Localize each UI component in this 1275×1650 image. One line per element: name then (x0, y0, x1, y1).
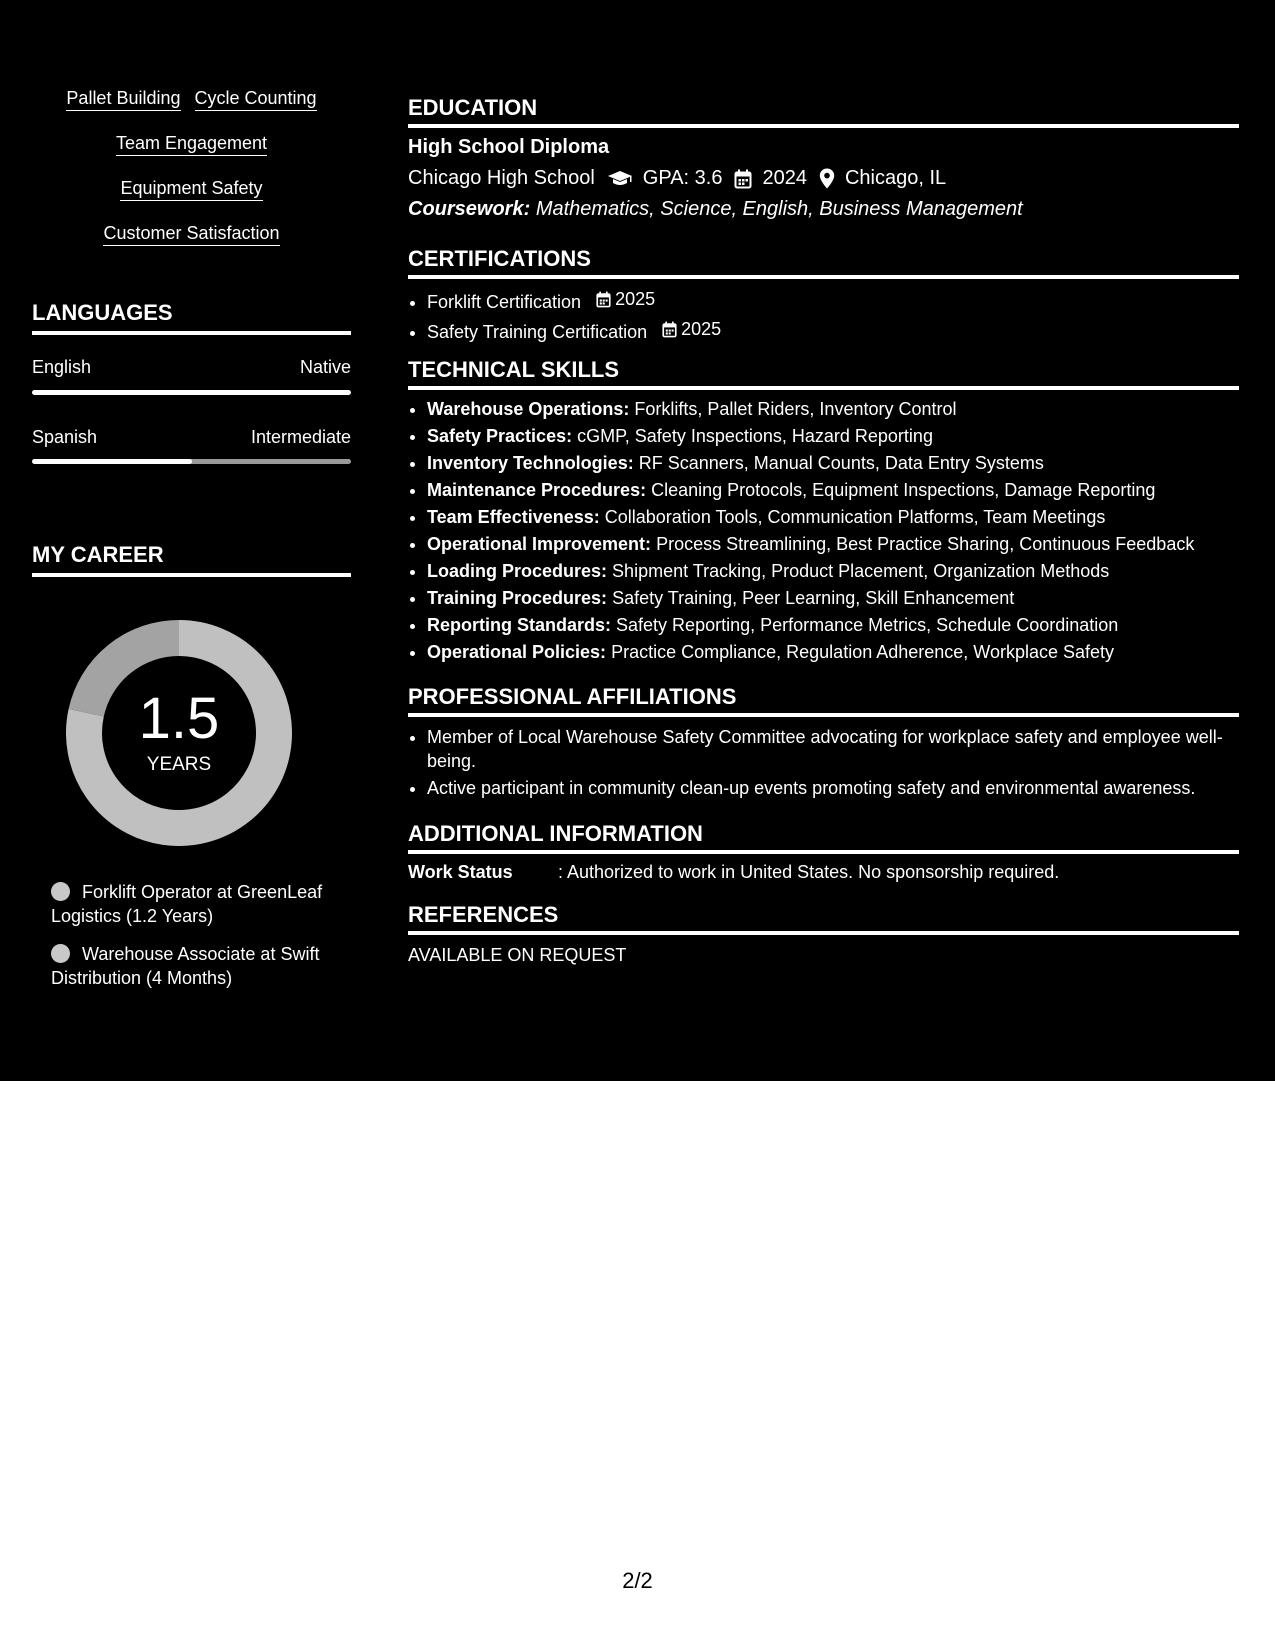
certification-name: Forklift Certification (427, 292, 582, 312)
skill-item (427, 504, 1239, 531)
skill-tag: Equipment Safety (120, 177, 262, 201)
education-heading: EDUCATION (408, 95, 1239, 128)
education-details (408, 167, 946, 190)
school-location: Chicago, IL (844, 167, 947, 189)
page-number: 2/2 (622, 1568, 653, 1593)
references-heading: REFERENCES (408, 902, 1239, 935)
work-status-label: Work Status (408, 862, 513, 882)
skill-tag: Pallet Building (66, 87, 180, 111)
language-proficiency-fill (32, 390, 351, 395)
school-name: Chicago High School (408, 167, 595, 189)
certification-date (596, 286, 655, 313)
language-proficiency-fill (32, 459, 192, 464)
skill-values: Forklifts, Pallet Riders, Inventory Control (634, 399, 957, 419)
skill-values: Collaboration Tools, Communication Platforms, Team Meetings (604, 507, 1106, 527)
skill-category: Maintenance Procedures: (427, 480, 647, 500)
language-name: English (32, 357, 92, 377)
skill-values: Shipment Tracking, Product Placement, Organization Methods (612, 561, 1110, 581)
certification-year: 2025 (615, 289, 656, 309)
career-legend-item (51, 880, 351, 928)
work-status-row (408, 862, 1059, 883)
skill-values: RF Scanners, Manual Counts, Data Entry Systems (638, 453, 1044, 473)
certification-item (427, 316, 1239, 346)
calendar-icon (662, 321, 677, 338)
coursework-label: Coursework: (408, 198, 531, 220)
skill-category: Warehouse Operations: (427, 399, 630, 419)
skill-category: Safety Practices: (427, 426, 573, 446)
affiliation-item: • Member of Local Warehouse Safety Committee advocating for workplace safety and employee well-being. (427, 725, 1239, 773)
skill-item (427, 423, 1239, 450)
skill-values: Safety Reporting, Performance Metrics, Schedule Coordination (616, 615, 1119, 635)
coursework (408, 198, 1023, 221)
skill-tag: Cycle Counting (195, 87, 317, 111)
career-legend-item (51, 942, 351, 990)
gpa: GPA: 3.6 (642, 167, 723, 189)
skill-tags (32, 87, 351, 267)
graduation-cap-icon (607, 170, 633, 188)
language-row (32, 357, 351, 378)
skill-values: Cleaning Protocols, Equipment Inspections, Damage Reporting (651, 480, 1156, 500)
skill-category: Operational Improvement: (427, 534, 652, 554)
certification-item (427, 286, 1239, 316)
skill-tag: Customer Satisfaction (103, 222, 279, 246)
career-role: Forklift Operator at GreenLeaf Logistics (1.2 Years) (51, 882, 323, 926)
degree: High School Diploma (408, 136, 610, 158)
certification-date (662, 316, 721, 343)
skill-item (427, 612, 1239, 639)
career-role: Warehouse Associate at Swift Distribution (4 Months) (51, 944, 320, 988)
skill-item (427, 639, 1239, 666)
language-level: Intermediate (250, 427, 351, 447)
skill-item (427, 531, 1239, 558)
skill-category: Training Procedures: (427, 588, 608, 608)
technical-skills-heading: TECHNICAL SKILLS (408, 357, 1239, 390)
skill-category: Reporting Standards: (427, 615, 612, 635)
skill-category: Inventory Technologies: (427, 453, 634, 473)
coursework-list: Mathematics, Science, English, Business Management (535, 198, 1023, 220)
calendar-icon (596, 291, 611, 308)
languages-heading: LANGUAGES (32, 300, 351, 335)
affiliation-item: • Active participant in community clean-up events promoting safety and environmental awareness. (427, 776, 1239, 800)
skill-category: Loading Procedures: (427, 561, 608, 581)
legend-dot (51, 944, 70, 963)
skill-item (427, 558, 1239, 585)
skill-category: Team Effectiveness: (427, 507, 600, 527)
skill-tag: Team Engagement (116, 132, 267, 156)
skill-values: Safety Training, Peer Learning, Skill Enhancement (612, 588, 1015, 608)
graduation-year: 2024 (762, 167, 807, 189)
additional-info-heading: ADDITIONAL INFORMATION (408, 821, 1239, 854)
skill-values: cGMP, Safety Inspections, Hazard Reporting (577, 426, 933, 446)
language-proficiency-bar (32, 390, 351, 395)
certifications-list (408, 286, 1239, 346)
language-name: Spanish (32, 427, 98, 447)
references-text: AVAILABLE ON REQUEST (408, 945, 627, 965)
career-donut-chart (66, 620, 292, 846)
legend-dot (51, 882, 70, 901)
career-total-value: 1.5 (138, 686, 220, 751)
skill-category: Operational Policies: (427, 642, 607, 662)
affiliations-list (408, 725, 1239, 803)
affiliations-heading: PROFESSIONAL AFFILIATIONS (408, 684, 1239, 717)
skill-item (427, 396, 1239, 423)
skill-item (427, 450, 1239, 477)
language-level: Native (299, 357, 351, 377)
language-row (32, 427, 351, 448)
certification-name: Safety Training Certification (427, 322, 648, 342)
calendar-icon (734, 169, 752, 189)
career-total-unit: YEARS (146, 754, 212, 775)
technical-skills-list (408, 396, 1239, 666)
career-heading: MY CAREER (32, 542, 351, 577)
donut-center (66, 620, 292, 846)
skill-values: Practice Compliance, Regulation Adherence, Workplace Safety (611, 642, 1115, 662)
certifications-heading: CERTIFICATIONS (408, 246, 1239, 279)
skill-item (427, 477, 1239, 504)
certification-year: 2025 (681, 319, 722, 339)
skill-values: Process Streamlining, Best Practice Sharing, Continuous Feedback (656, 534, 1195, 554)
location-pin-icon (819, 168, 835, 189)
skill-item (427, 585, 1239, 612)
work-status-value: : Authorized to work in United States. No sponsorship required. (558, 862, 1060, 882)
language-proficiency-bar (32, 459, 351, 464)
